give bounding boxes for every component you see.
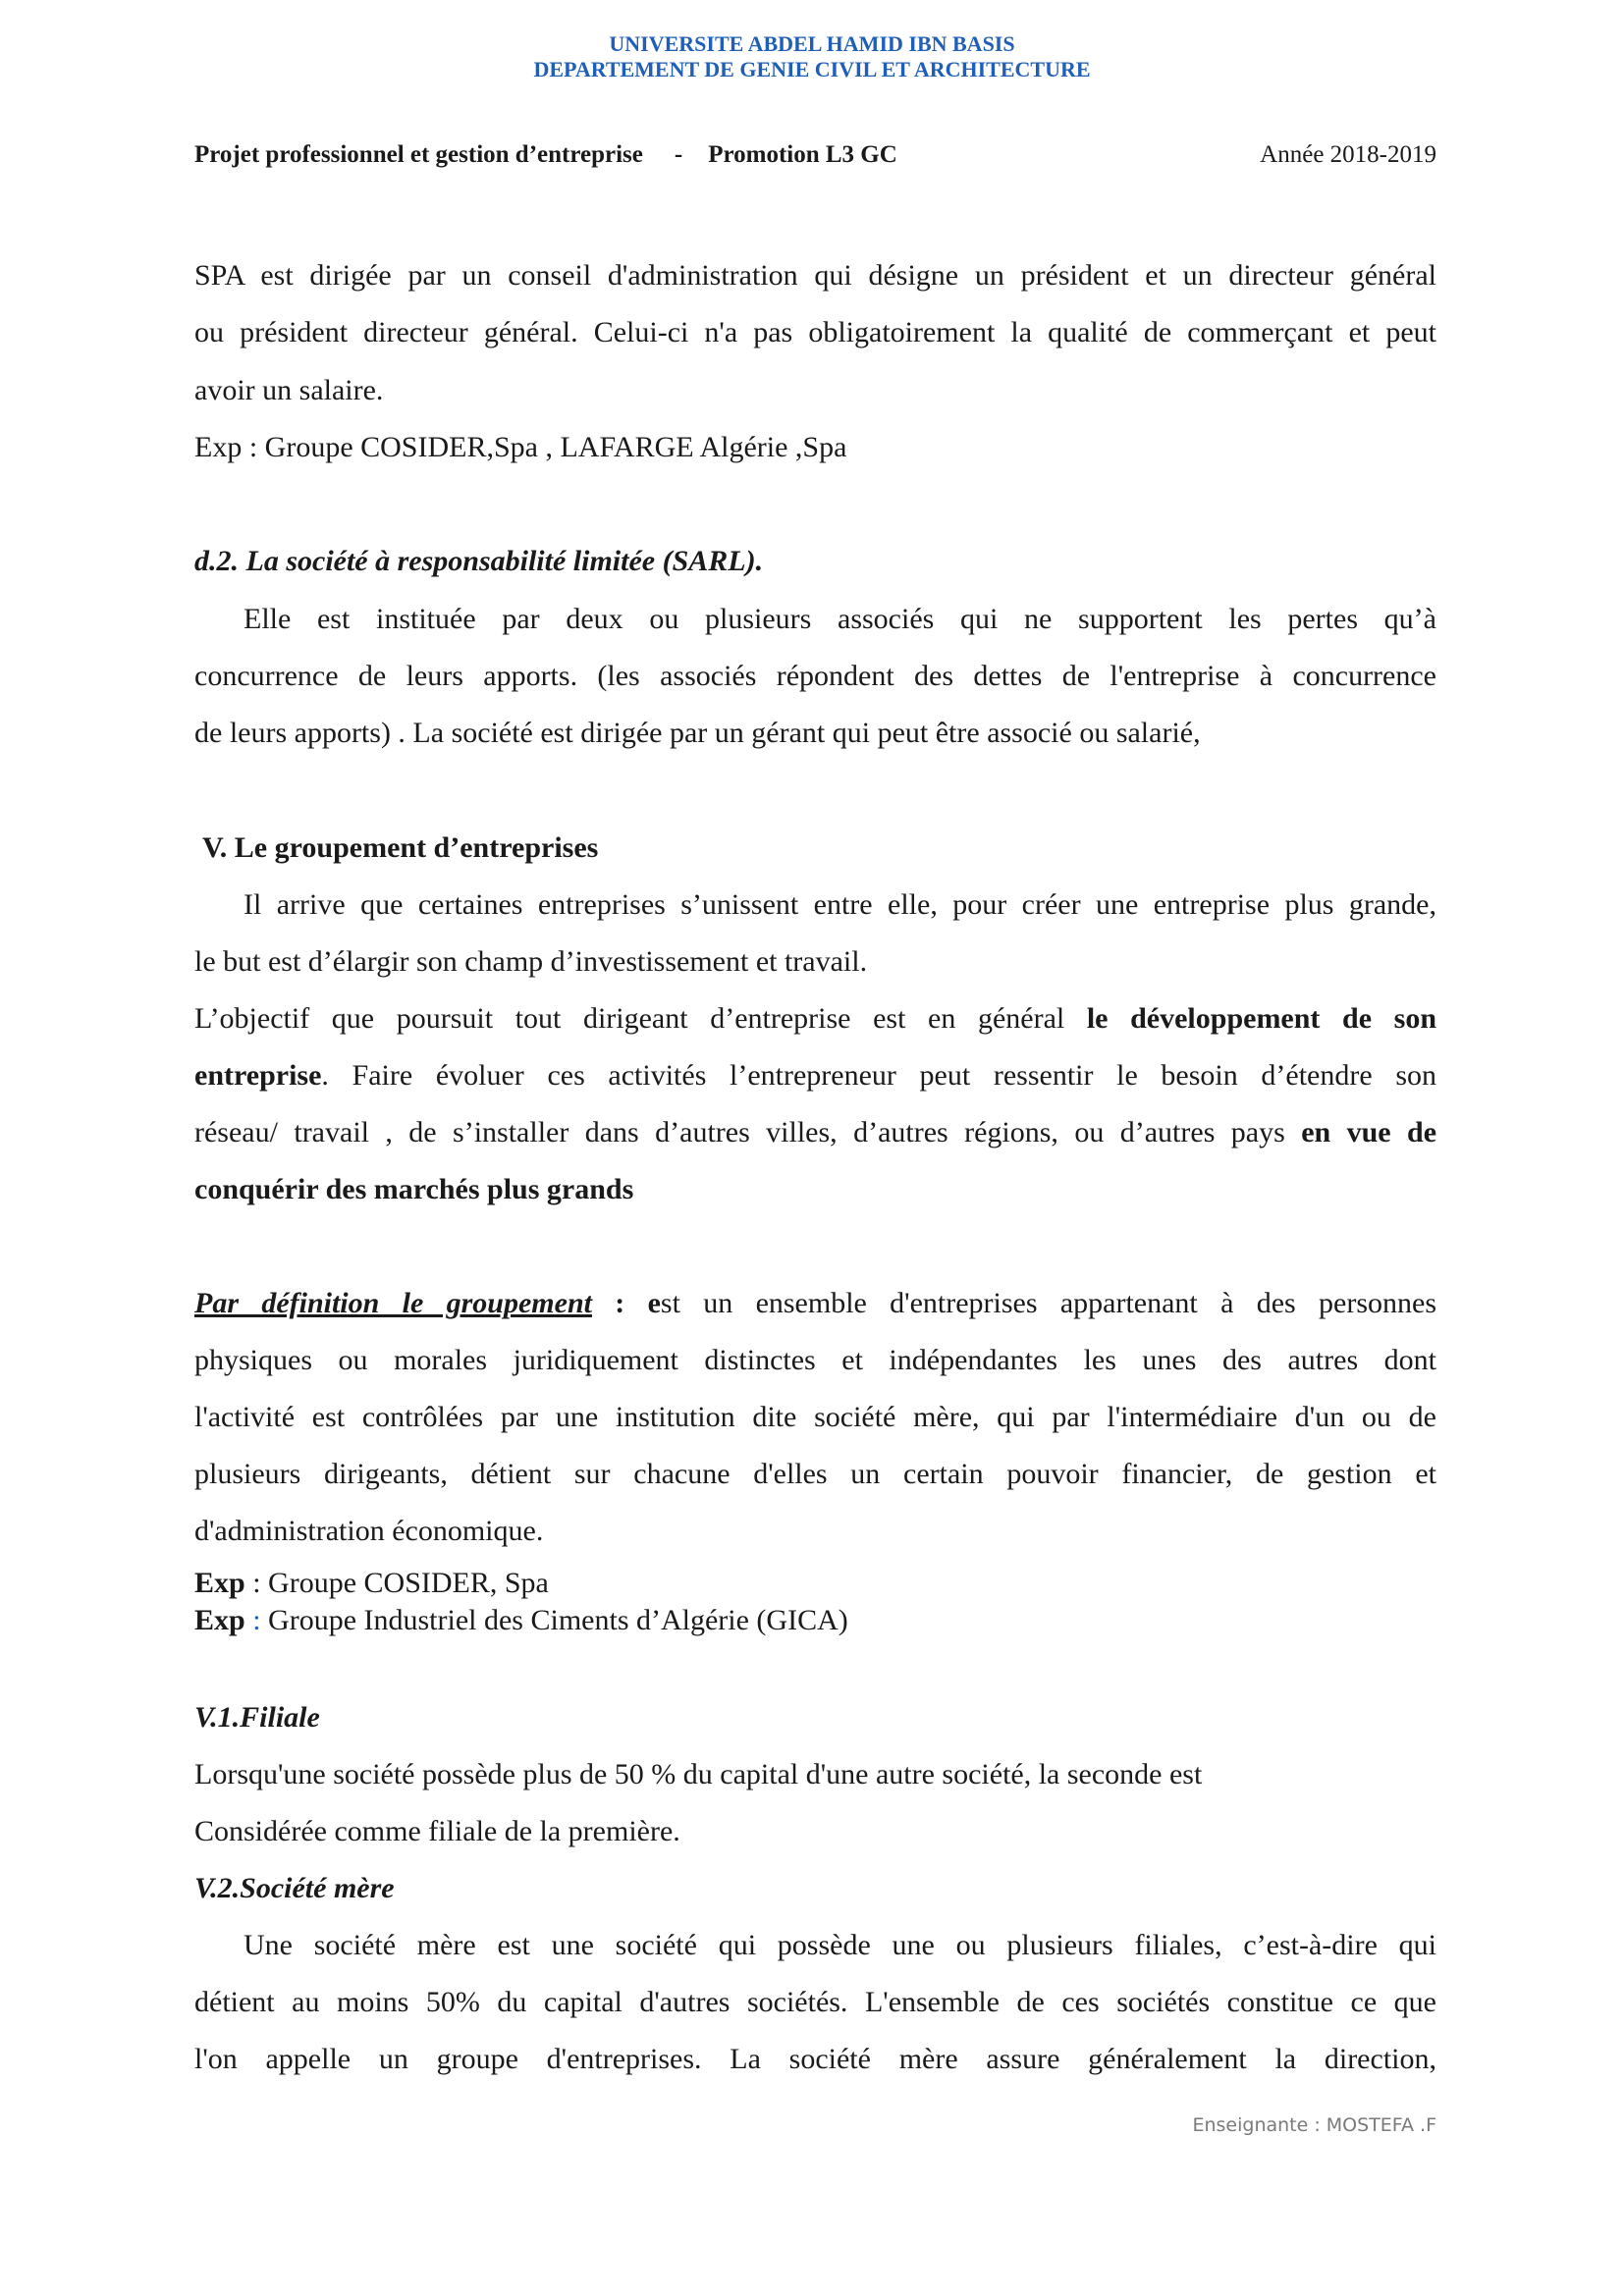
section-heading-societe-mere: V.2.Société mère [194,1872,395,1904]
paragraph-line: le but est d’élargir son champ d’investissement et travail. [194,945,868,978]
course-title: Projet professionnel et gestion d’entreprise [194,141,643,168]
section-heading-groupement: V. Le groupement d’entreprises [202,831,599,864]
paragraph-line: Une société mère est une société qui possède une ou plusieurs filiales, c’est-à-dire qui [244,1929,1436,1961]
paragraph-line: Il arrive que certaines entreprises s’unissent entre elle, pour créer une entreprise plus grande, [244,888,1436,921]
paragraph-line: entreprise. Faire évoluer ces activités l’entrepreneur peut ressentir le besoin d’étendre son [194,1059,1436,1092]
paragraph-line: l'on appelle un groupe d'entreprises. La société mère assure généralement la direction, [194,2043,1436,2075]
paragraph-line: concurrence de leurs apports. (les associés répondent des dettes de l'entreprise à concurrence [194,660,1436,692]
paragraph-line: SPA est dirigée par un conseil d'administration qui désigne un président et un directeur général [194,259,1436,292]
paragraph-line: Lorsqu'une société possède plus de 50 % du capital d'une autre société, la seconde est [194,1758,1203,1790]
academic-year: Année 2018-2019 [1260,141,1436,168]
paragraph-line: Elle est instituée par deux ou plusieurs associés qui ne supportent les pertes qu’à [244,603,1436,635]
paragraph-line: de leurs apports) . La société est dirigée par un gérant qui peut être associé ou salarié, [194,717,1201,749]
course-header [194,138,1436,172]
header-separator: - [674,141,683,168]
paragraph-line: réseau/ travail , de s’installer dans d’autres villes, d’autres régions, ou d’autres pays en vue de [194,1116,1436,1148]
section-heading-sarl: d.2. La société à responsabilité limitée (SARL). [194,545,764,577]
university-name: UNIVERSITE ABDEL HAMID IBN BASIS [609,31,1015,56]
paragraph-line: d'administration économique. [194,1515,544,1547]
section-heading-filiale: V.1.Filiale [194,1701,320,1734]
paragraph-line: physiques ou morales juridiquement distinctes et indépendantes les unes des autres dont [194,1344,1436,1376]
paragraph-line: ou président directeur général. Celui-ci n'a pas obligatoirement la qualité de commerçant et peut [194,316,1436,348]
paragraph-line: l'activité est contrôlées par une institution dite société mère, qui par l'intermédiaire d'un ou de [194,1401,1436,1433]
paragraph-line: Considérée comme filiale de la première. [194,1815,680,1847]
example-line: Exp : Groupe COSIDER, Spa [194,1567,549,1599]
department-name: DEPARTEMENT DE GENIE CIVIL ET ARCHITECTURE [533,57,1091,81]
page-footer: Enseignante : MOSTEFA .F [1192,2114,1436,2136]
promotion: Promotion L3 GC [708,141,897,168]
example-line: Exp : Groupe COSIDER,Spa , LAFARGE Algérie ,Spa [194,431,847,463]
bold-phrase: en vue de [1301,1116,1436,1148]
paragraph-line: détient au moins 50% du capital d'autres sociétés. L'ensemble de ces sociétés constitue ce que [194,1986,1436,2018]
bold-phrase: le développement de son [1086,1002,1436,1035]
paragraph-line: L’objectif que poursuit tout dirigeant d’entreprise est en général le développement de son [194,1002,1436,1035]
bold-phrase: entreprise [194,1059,322,1092]
example-line: Exp : Groupe Industriel des Ciments d’Algérie (GICA) [194,1604,848,1636]
definition-term: Par définition le groupement [194,1287,592,1319]
paragraph-line: avoir un salaire. [194,374,384,406]
definition-line: Par définition le groupement : est un ensemble d'entreprises appartenant à des personnes [194,1287,1436,1319]
bold-phrase: conquérir des marchés plus grands [194,1173,634,1205]
paragraph-line: plusieurs dirigeants, détient sur chacune d'elles un certain pouvoir financier, de gestion et [194,1458,1436,1490]
